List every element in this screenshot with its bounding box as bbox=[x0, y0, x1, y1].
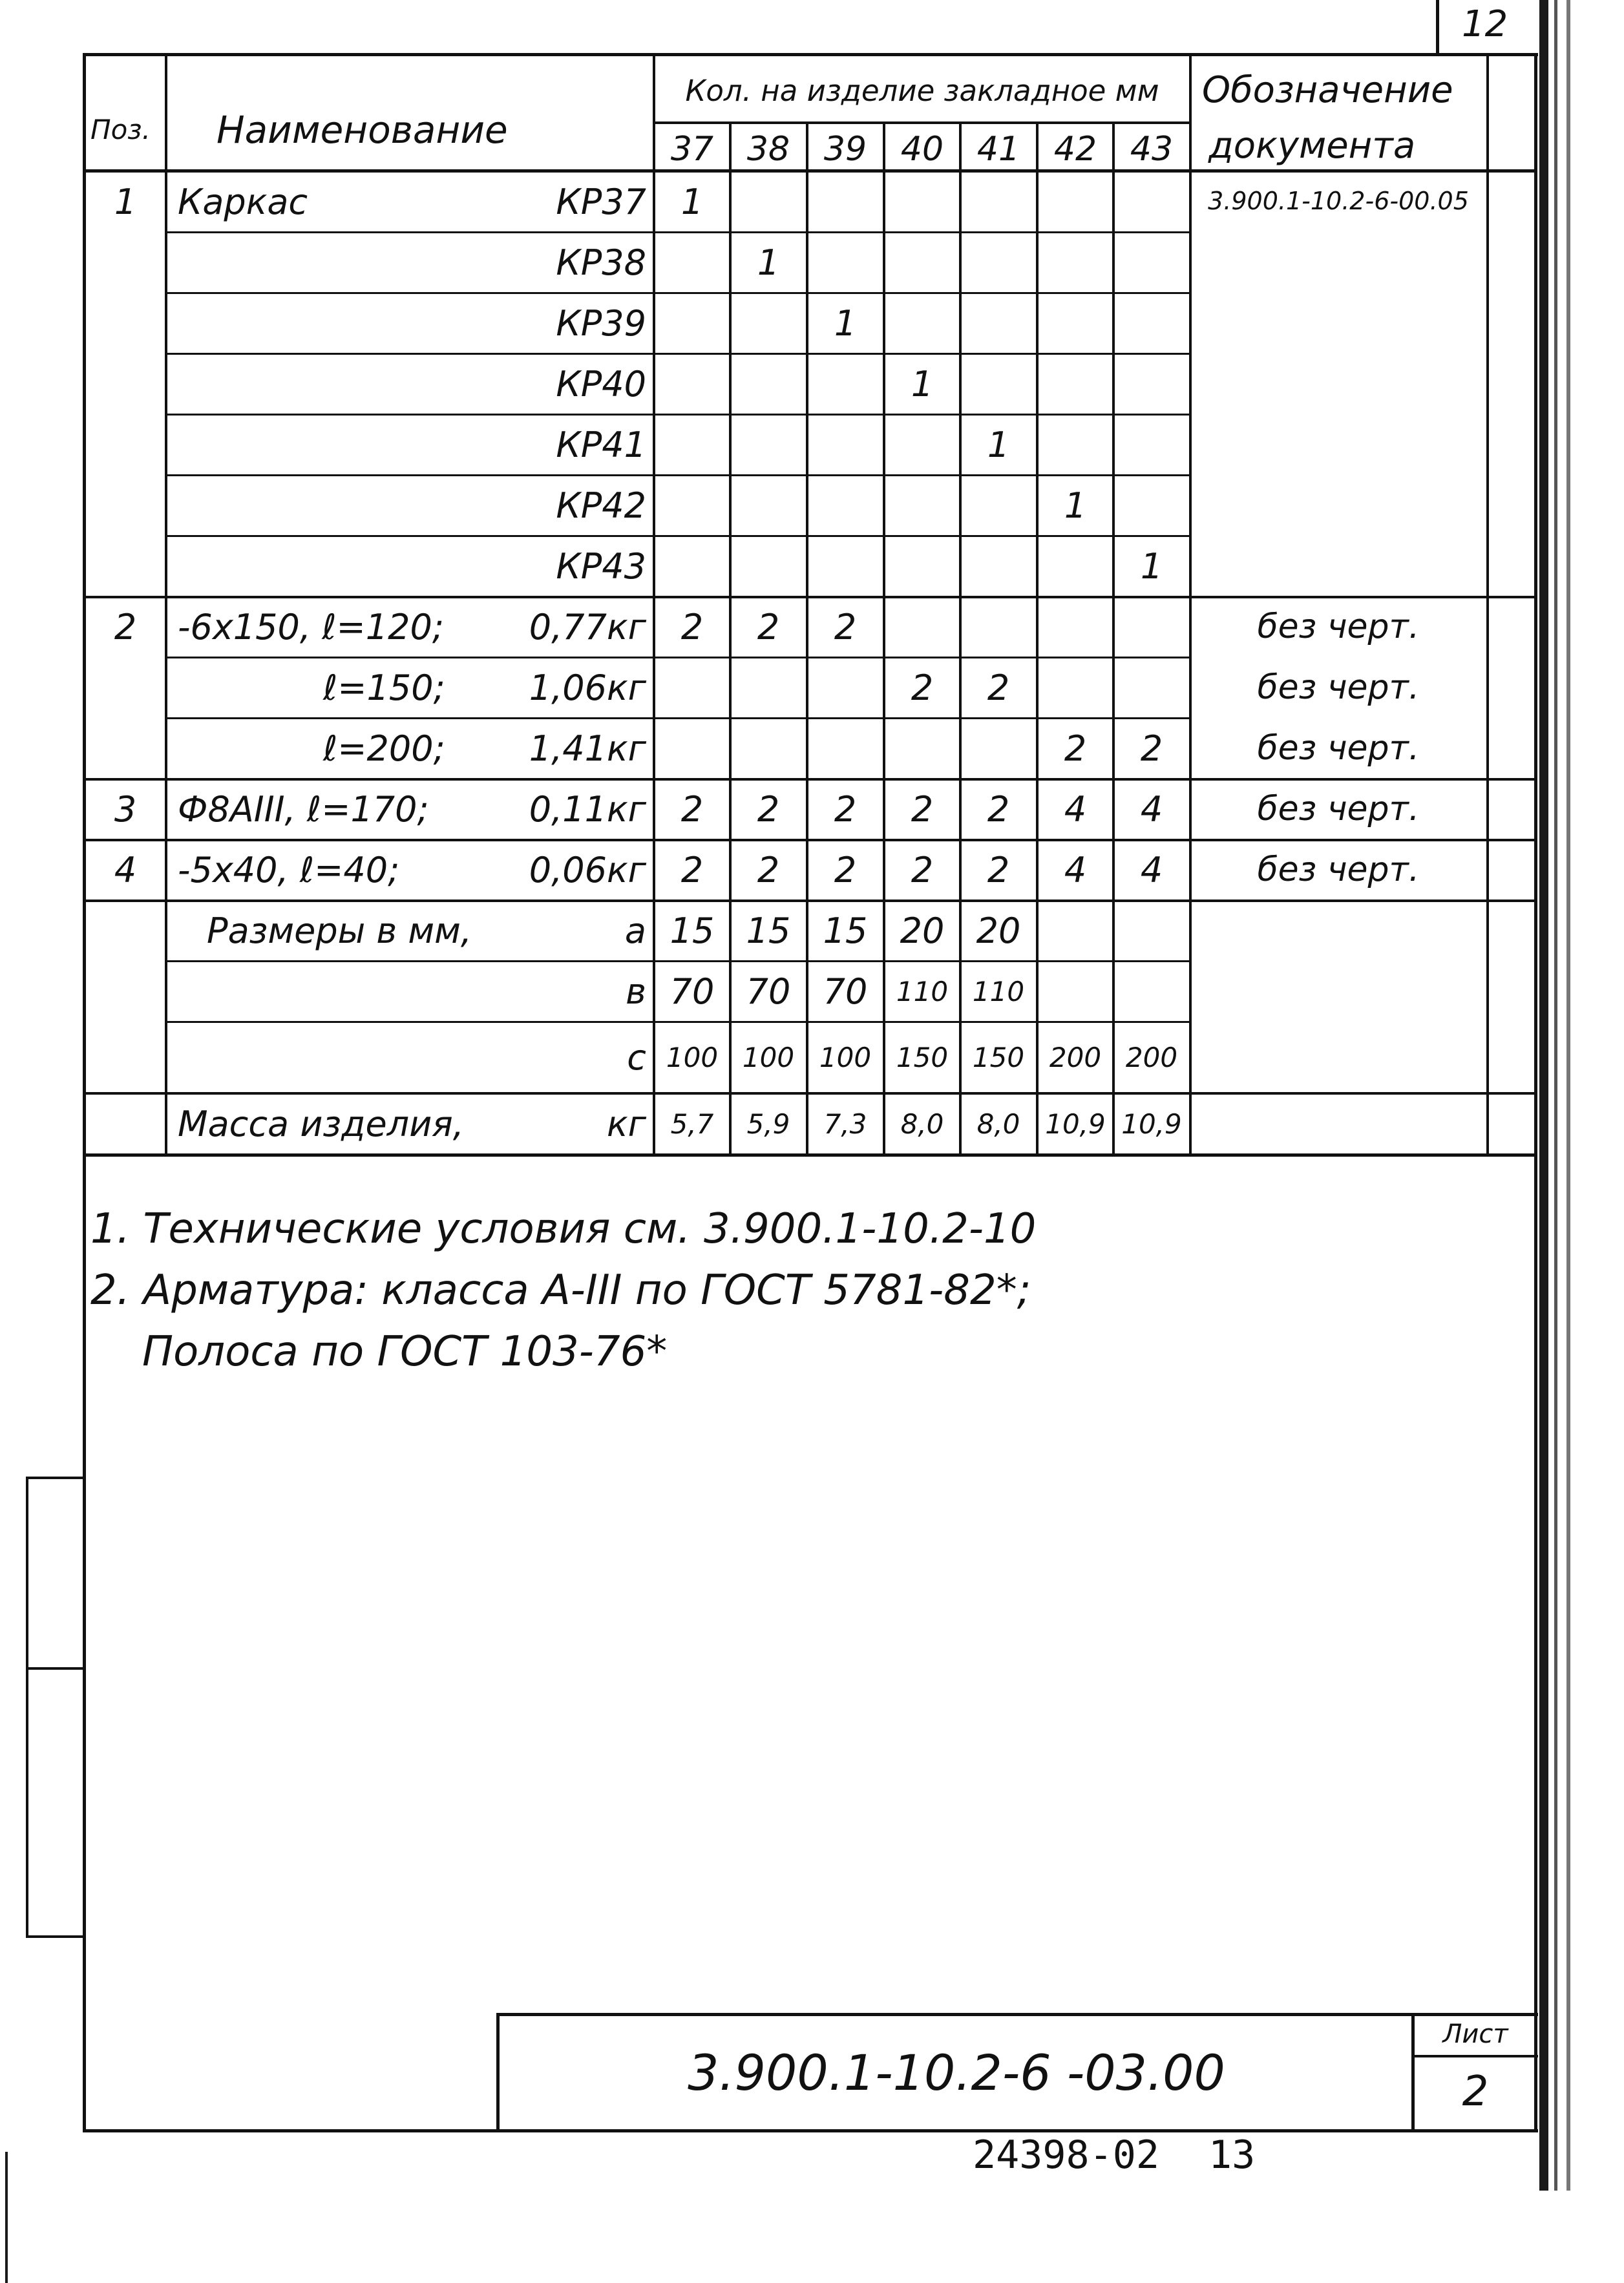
item-number-43: 43 bbox=[1130, 130, 1174, 169]
row-line-hdr bbox=[84, 169, 1537, 173]
qty-cell-43: 4 bbox=[1140, 789, 1163, 830]
qty-cell-42: 4 bbox=[1064, 850, 1087, 890]
col-line-43 bbox=[1112, 123, 1115, 1155]
qty-cell-37: 5,7 bbox=[670, 1108, 714, 1140]
row-line-3 bbox=[165, 353, 1190, 355]
qty-cell-39: 7,3 bbox=[823, 1108, 867, 1140]
item-number-38: 38 bbox=[746, 130, 790, 169]
col-line-doc bbox=[1189, 53, 1192, 1155]
row-name: Масса изделия, bbox=[178, 1103, 464, 1144]
qty-cell-39: 2 bbox=[834, 850, 857, 890]
qty-cell-37: 2 bbox=[680, 789, 704, 830]
row-pos: 3 bbox=[114, 789, 137, 830]
note-1: 1. Технические условия см. 3.900.1-10.2-10 bbox=[90, 1205, 1037, 1253]
qty-cell-38: 5,9 bbox=[746, 1108, 790, 1140]
note-2: 2. Арматура: класса А-III по ГОСТ 5781-82*; bbox=[90, 1267, 1031, 1314]
qty-cell-38: 70 bbox=[746, 971, 791, 1012]
header-pos: Поз. bbox=[90, 114, 151, 145]
qty-cell-40: 8,0 bbox=[900, 1108, 944, 1140]
left-stamp-line-3 bbox=[26, 1935, 84, 1938]
binding-edge-thin bbox=[1554, 0, 1557, 2191]
qty-cell-43: 4 bbox=[1140, 850, 1163, 890]
row-mark: КР37 bbox=[556, 181, 646, 222]
binding-edge-dark bbox=[1539, 0, 1548, 2191]
archive-number: 24398-02 bbox=[973, 2132, 1159, 2178]
row-mark: в bbox=[626, 971, 646, 1012]
hdr-sub-line bbox=[653, 121, 1189, 124]
item-number-37: 37 bbox=[670, 130, 714, 169]
left-stamp-line-1 bbox=[26, 1477, 84, 1479]
qty-cell-42: 10,9 bbox=[1045, 1108, 1106, 1140]
item-number-42: 42 bbox=[1053, 130, 1097, 169]
row-mark: 1,41кг bbox=[529, 728, 646, 769]
row-mark: 1,06кг bbox=[529, 667, 646, 708]
qty-cell-39: 2 bbox=[834, 789, 857, 830]
row-doc: без черт. bbox=[1257, 607, 1420, 646]
row-line-15 bbox=[84, 1092, 1537, 1095]
qty-cell-43: 200 bbox=[1125, 1041, 1178, 1073]
row-mark: КР40 bbox=[556, 363, 646, 405]
row-mark: КР42 bbox=[556, 485, 646, 526]
row-mark: с bbox=[627, 1036, 646, 1078]
note-3: Полоса по ГОСТ 103-76* bbox=[142, 1328, 668, 1376]
qty-cell-40: 20 bbox=[900, 910, 945, 951]
row-name: Ф8АIII, ℓ=170; bbox=[178, 789, 429, 830]
left-stamp-line-2 bbox=[26, 1667, 84, 1670]
designation: 3.900.1-10.2-6 -03.00 bbox=[688, 2044, 1225, 2101]
item-number-41: 41 bbox=[976, 130, 1020, 169]
qty-cell-38: 15 bbox=[746, 910, 791, 951]
qty-cell-40: 150 bbox=[896, 1041, 949, 1073]
qty-cell-37: 1 bbox=[680, 181, 704, 222]
qty-cell-40: 2 bbox=[911, 667, 934, 708]
row-line-7 bbox=[84, 596, 1537, 598]
qty-cell-41: 1 bbox=[987, 424, 1010, 465]
item-number-40: 40 bbox=[900, 130, 944, 169]
col-line-name bbox=[165, 53, 167, 1155]
frame-top bbox=[84, 53, 1538, 56]
col-line-doc-right bbox=[1486, 53, 1489, 1155]
row-line-6 bbox=[165, 535, 1190, 537]
row-mark: 0,77кг bbox=[529, 607, 646, 647]
row-mark: КР43 bbox=[556, 545, 646, 587]
sheet-label: Лист bbox=[1442, 2019, 1508, 2049]
qty-cell-41: 110 bbox=[972, 975, 1025, 1007]
row-doc: без черт. bbox=[1257, 668, 1420, 707]
qty-cell-42: 1 bbox=[1064, 485, 1087, 526]
qty-cell-38: 2 bbox=[757, 850, 780, 890]
row-line-4 bbox=[165, 414, 1190, 416]
qty-cell-37: 2 bbox=[680, 850, 704, 890]
row-line-10 bbox=[84, 778, 1537, 781]
sheet-number-top: 12 bbox=[1462, 3, 1508, 45]
title-block-sheet-line bbox=[1411, 2055, 1538, 2057]
row-mark: КР38 bbox=[556, 242, 646, 283]
header-name: Наименование bbox=[216, 108, 508, 152]
header-doc-line2: документа bbox=[1208, 125, 1416, 167]
qty-cell-39: 70 bbox=[823, 971, 868, 1012]
row-mark: 0,11кг bbox=[529, 789, 646, 830]
row-name: Каркас bbox=[178, 181, 308, 222]
row-line-end bbox=[84, 1153, 1537, 1157]
row-name: ℓ=200; bbox=[323, 728, 445, 769]
header-doc-line1: Обозначение bbox=[1202, 69, 1453, 111]
qty-cell-39: 1 bbox=[834, 302, 857, 344]
qty-cell-38: 2 bbox=[757, 607, 780, 647]
qty-cell-41: 2 bbox=[987, 850, 1010, 890]
row-line-12 bbox=[84, 900, 1537, 902]
sheet-number-box-left bbox=[1436, 0, 1439, 55]
qty-cell-37: 100 bbox=[666, 1041, 719, 1073]
qty-cell-43: 1 bbox=[1140, 545, 1163, 587]
row-mark: 0,06кг bbox=[529, 850, 646, 890]
row-line-2 bbox=[165, 292, 1190, 294]
row-doc: без черт. bbox=[1257, 850, 1420, 889]
qty-cell-41: 8,0 bbox=[976, 1108, 1020, 1140]
qty-cell-39: 2 bbox=[834, 607, 857, 647]
row-mark: кг bbox=[607, 1103, 646, 1144]
qty-cell-43: 10,9 bbox=[1121, 1108, 1182, 1140]
row-line-9 bbox=[165, 717, 1190, 719]
qty-cell-40: 2 bbox=[911, 850, 934, 890]
qty-cell-42: 2 bbox=[1064, 728, 1087, 769]
binding-edge-right bbox=[1566, 0, 1570, 2191]
row-line-14 bbox=[165, 1021, 1190, 1023]
row-line-8 bbox=[165, 657, 1190, 658]
qty-cell-38: 100 bbox=[742, 1041, 795, 1073]
qty-cell-39: 100 bbox=[819, 1041, 872, 1073]
left-stamp-vertical bbox=[26, 1477, 28, 1937]
qty-cell-37: 15 bbox=[670, 910, 715, 951]
row-mark: КР39 bbox=[556, 302, 646, 344]
qty-cell-39: 15 bbox=[823, 910, 868, 951]
qty-cell-38: 2 bbox=[757, 789, 780, 830]
row-pos: 2 bbox=[114, 607, 137, 647]
row-line-13 bbox=[165, 960, 1190, 962]
row-doc: без черт. bbox=[1257, 728, 1420, 768]
row-line-1 bbox=[165, 231, 1190, 233]
row-mark: КР41 bbox=[556, 424, 646, 465]
qty-cell-41: 2 bbox=[987, 667, 1010, 708]
archive-page: 13 bbox=[1208, 2132, 1256, 2178]
header-qty-title: Кол. на изделие закладное мм bbox=[685, 74, 1159, 108]
qty-cell-42: 4 bbox=[1064, 789, 1087, 830]
qty-cell-41: 2 bbox=[987, 789, 1010, 830]
title-block-top bbox=[498, 2013, 1538, 2016]
qty-cell-40: 110 bbox=[896, 975, 949, 1007]
qty-cell-41: 20 bbox=[976, 910, 1021, 951]
left-margin-line bbox=[5, 2152, 8, 2283]
qty-cell-43: 2 bbox=[1140, 728, 1163, 769]
qty-cell-38: 1 bbox=[757, 242, 780, 283]
row-name: -5x40, ℓ=40; bbox=[178, 850, 400, 890]
row-mark: а bbox=[624, 910, 646, 951]
col-line-42 bbox=[1036, 123, 1039, 1155]
row-line-5 bbox=[165, 474, 1190, 476]
row-doc: 3.900.1-10.2-6-00.05 bbox=[1208, 186, 1469, 215]
title-block-left bbox=[496, 2013, 500, 2130]
qty-cell-40: 1 bbox=[911, 363, 934, 405]
qty-cell-41: 150 bbox=[972, 1041, 1025, 1073]
row-pos: 1 bbox=[114, 181, 137, 222]
row-doc: без черт. bbox=[1257, 790, 1420, 828]
qty-cell-42: 200 bbox=[1049, 1041, 1102, 1073]
qty-cell-40: 2 bbox=[911, 789, 934, 830]
row-name: ℓ=150; bbox=[323, 667, 445, 708]
frame-bottom bbox=[83, 2129, 1538, 2132]
row-name: -6x150, ℓ=120; bbox=[178, 607, 445, 647]
qty-cell-37: 70 bbox=[670, 971, 715, 1012]
row-line-11 bbox=[84, 839, 1537, 841]
qty-cell-37: 2 bbox=[680, 607, 704, 647]
row-pos: 4 bbox=[114, 850, 137, 890]
item-number-39: 39 bbox=[823, 130, 867, 169]
sheet-value: 2 bbox=[1462, 2068, 1489, 2116]
row-name: Размеры в мм, bbox=[207, 910, 472, 951]
